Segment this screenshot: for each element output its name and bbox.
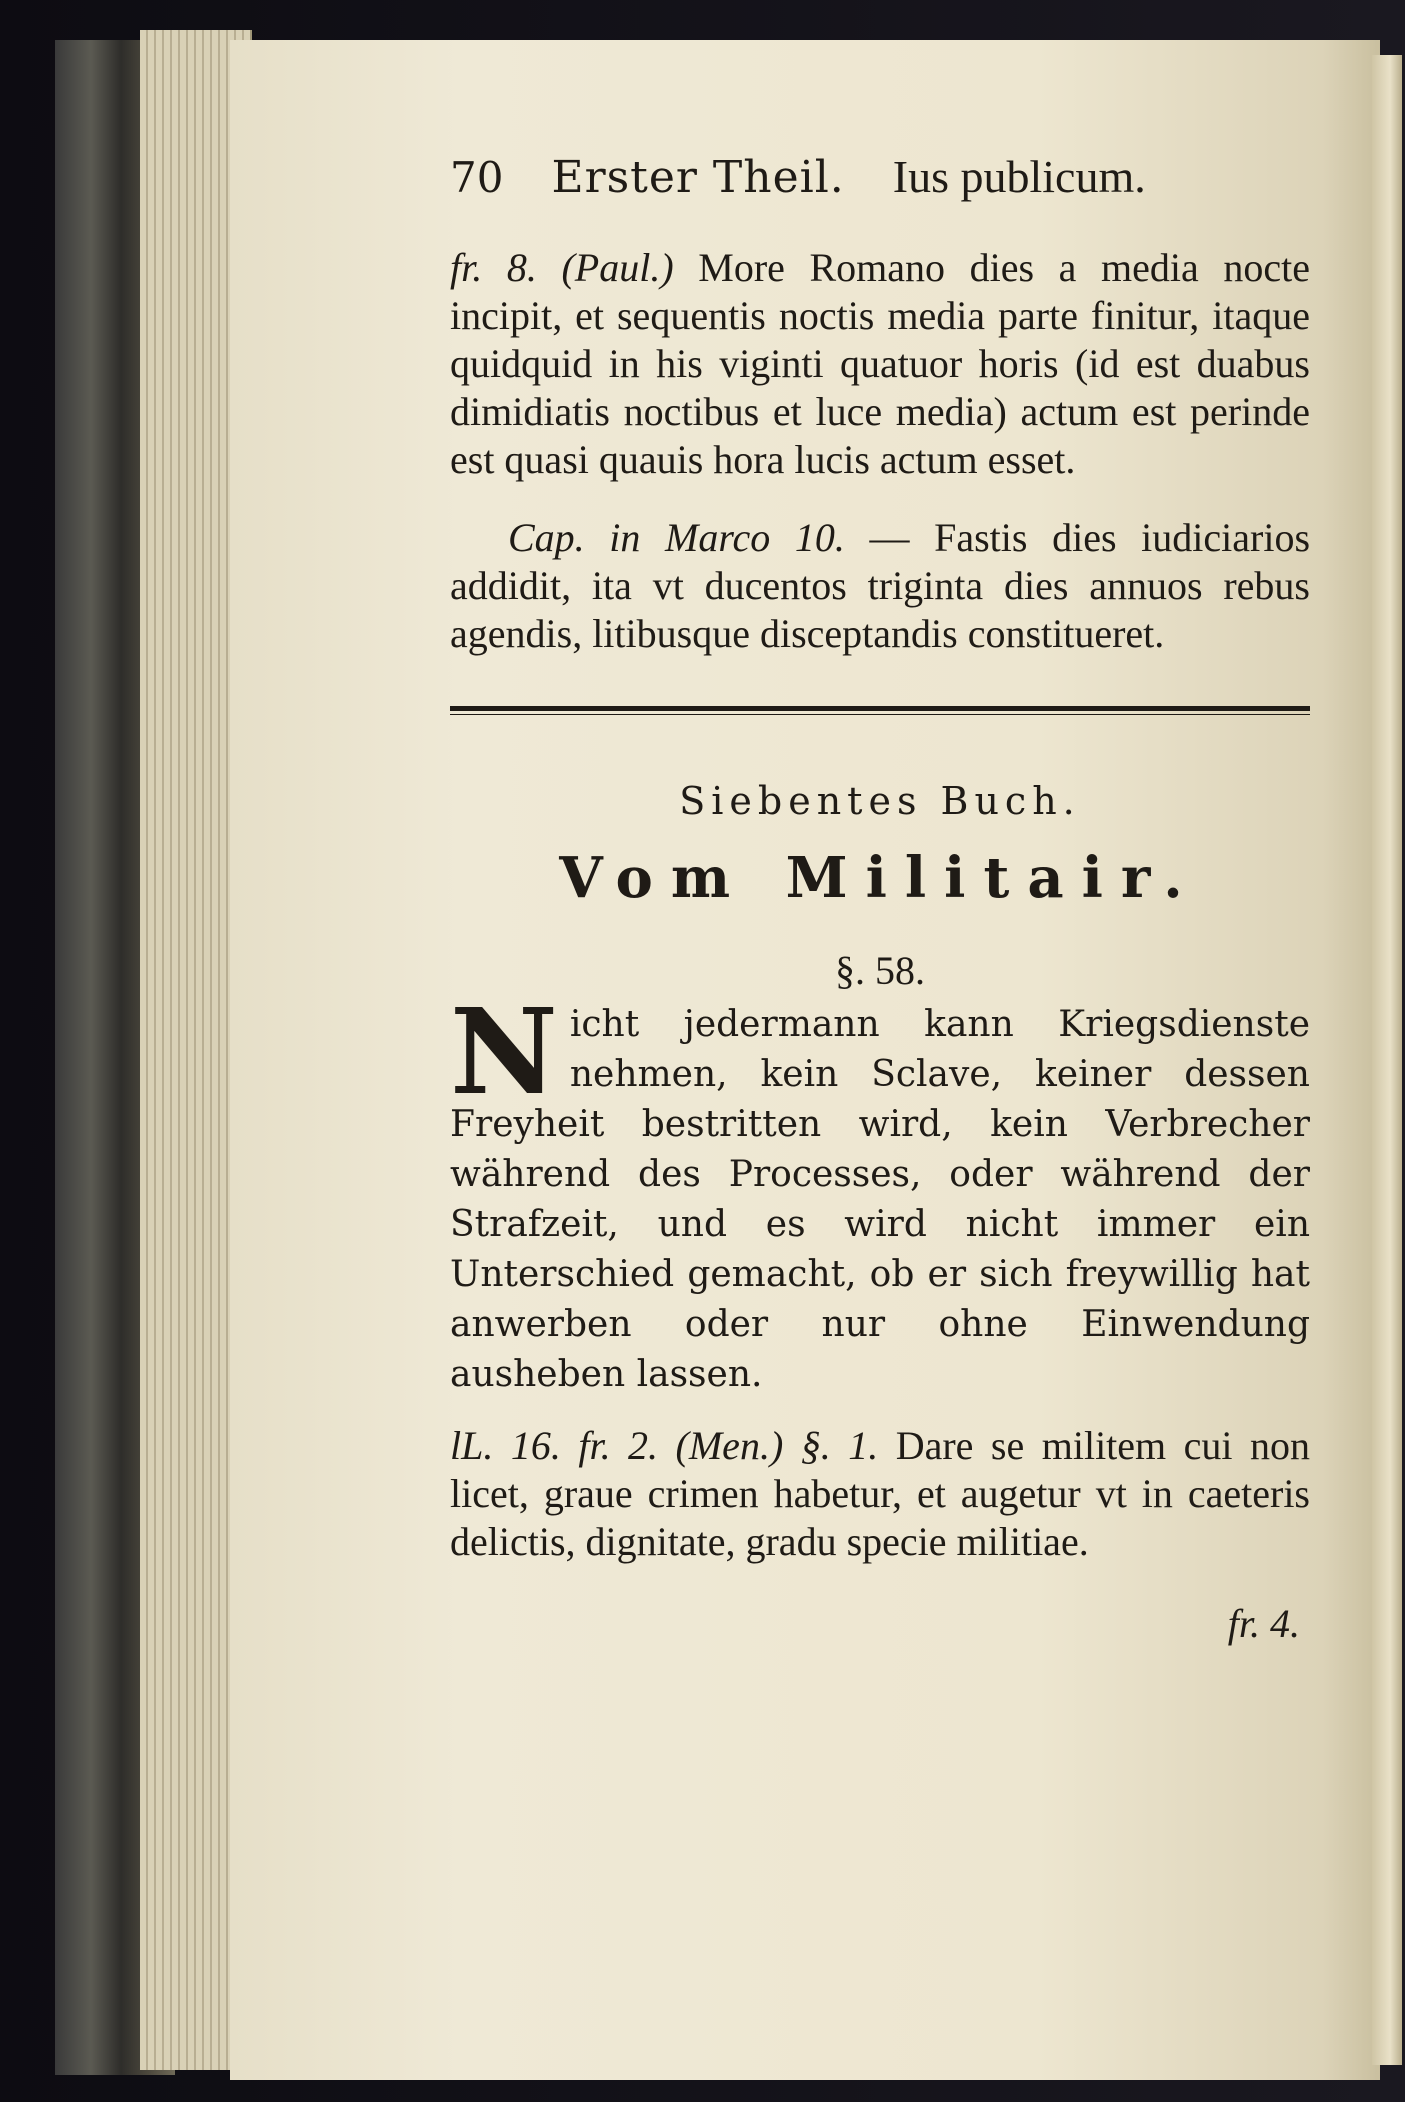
book-title: Siebentes Buch. [679, 779, 1081, 823]
catchword: fr. 4. [1227, 1601, 1300, 1646]
paragraph-paul [450, 244, 1310, 484]
paragraph-militair [450, 982, 1310, 1400]
paragraph-text: More Romano dies a media nocte incipit, et sequentis noctis media parte finitur, itaque quidquid in his viginti quatuor horis (id est duabus dimidiatis noctibus et luce media) actum est perinde est quasi quauis hora lucis actum esset. [450, 245, 1310, 482]
citation: lL. 16. fr. 2. (Men.) §. 1. [450, 1423, 879, 1468]
paragraph-text: — Fastis dies iudiciarios addidit, ita vt ducentos triginta dies annuos rebus agendis, litibusque disceptandis constitueret. [450, 515, 1311, 656]
part-title: Erster Theil. [551, 152, 845, 203]
page-text [450, 150, 1310, 1647]
paragraph-men [450, 1422, 1310, 1566]
paragraph-text: icht jedermann kann Kriegsdienste nehmen, kein Sclave, keiner dessen Freyheit bestritten wird, kein Verbrecher während des Processes, oder während der Strafzeit, und es wird nicht immer ein Unterschied gemacht, ob er sich freywillig hat anwerben oder nur ohne Einwendung ausheben lassen. [450, 1004, 1310, 1395]
page-number: 70 [450, 153, 504, 202]
paragraph-marco [450, 514, 1310, 658]
drop-cap: N [450, 982, 558, 1121]
section-rule [450, 706, 1310, 715]
section-title: Vom Militair. [559, 845, 1201, 911]
latin-title: Ius publicum. [892, 151, 1146, 202]
running-header [450, 150, 1310, 222]
citation: fr. 8. (Paul.) [450, 245, 674, 290]
paragraph-text: Dare se militem cui non licet, graue crimen habetur, et augetur vt in caeteris delictis, dignitate, gradu specie militiae. [450, 1423, 1310, 1564]
paragraph-number: §. 58. [835, 948, 925, 993]
facing-page-edge [1372, 55, 1402, 2065]
citation: Cap. in Marco 10. [508, 515, 845, 560]
